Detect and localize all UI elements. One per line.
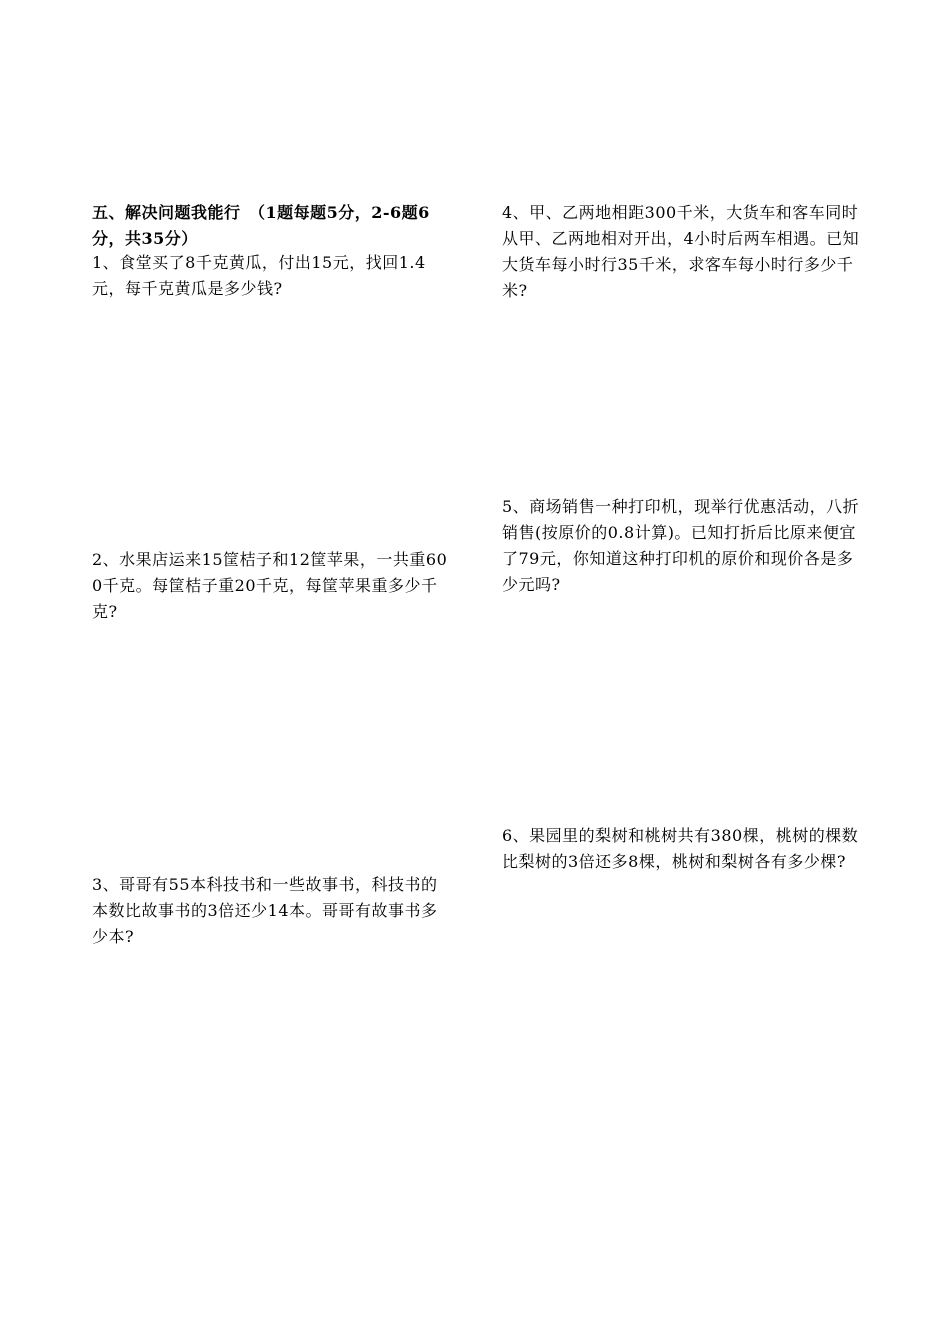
section-title: 五、解决问题我能行 （1题每题5分，2-6题6分，共35分） (92, 203, 430, 248)
problem-5: 5、商场销售一种打印机，现举行优惠活动，八折销售(按原价的0.8计算)。已知打折后比原来便宜了79元，你知道这种打印机的原价和现价各是多少元吗? (502, 497, 860, 594)
problem-6: 6、果园里的梨树和桃树共有380棵，桃树的棵数比梨树的3倍还多8棵，桃树和梨树各有多少棵? (502, 826, 859, 871)
problem-4: 4、甲、乙两地相距300千米，大货车和客车同时从甲、乙两地相对开出，4小时后两车相遇。已知大货车每小时行35千米，求客车每小时行多少千米? (502, 203, 860, 300)
problem-2: 2、水果店运来15筐桔子和12筐苹果，一共重600千克。每筐桔子重20千克，每筐苹果重多少千克? (92, 550, 448, 621)
problem-3: 3、哥哥有55本科技书和一些故事书，科技书的本数比故事书的3倍还少14本。哥哥有故事书多少本? (92, 875, 438, 946)
problem-1: 1、食堂买了8千克黄瓜，付出15元，找回1.4元，每千克黄瓜是多少钱? (92, 253, 426, 298)
